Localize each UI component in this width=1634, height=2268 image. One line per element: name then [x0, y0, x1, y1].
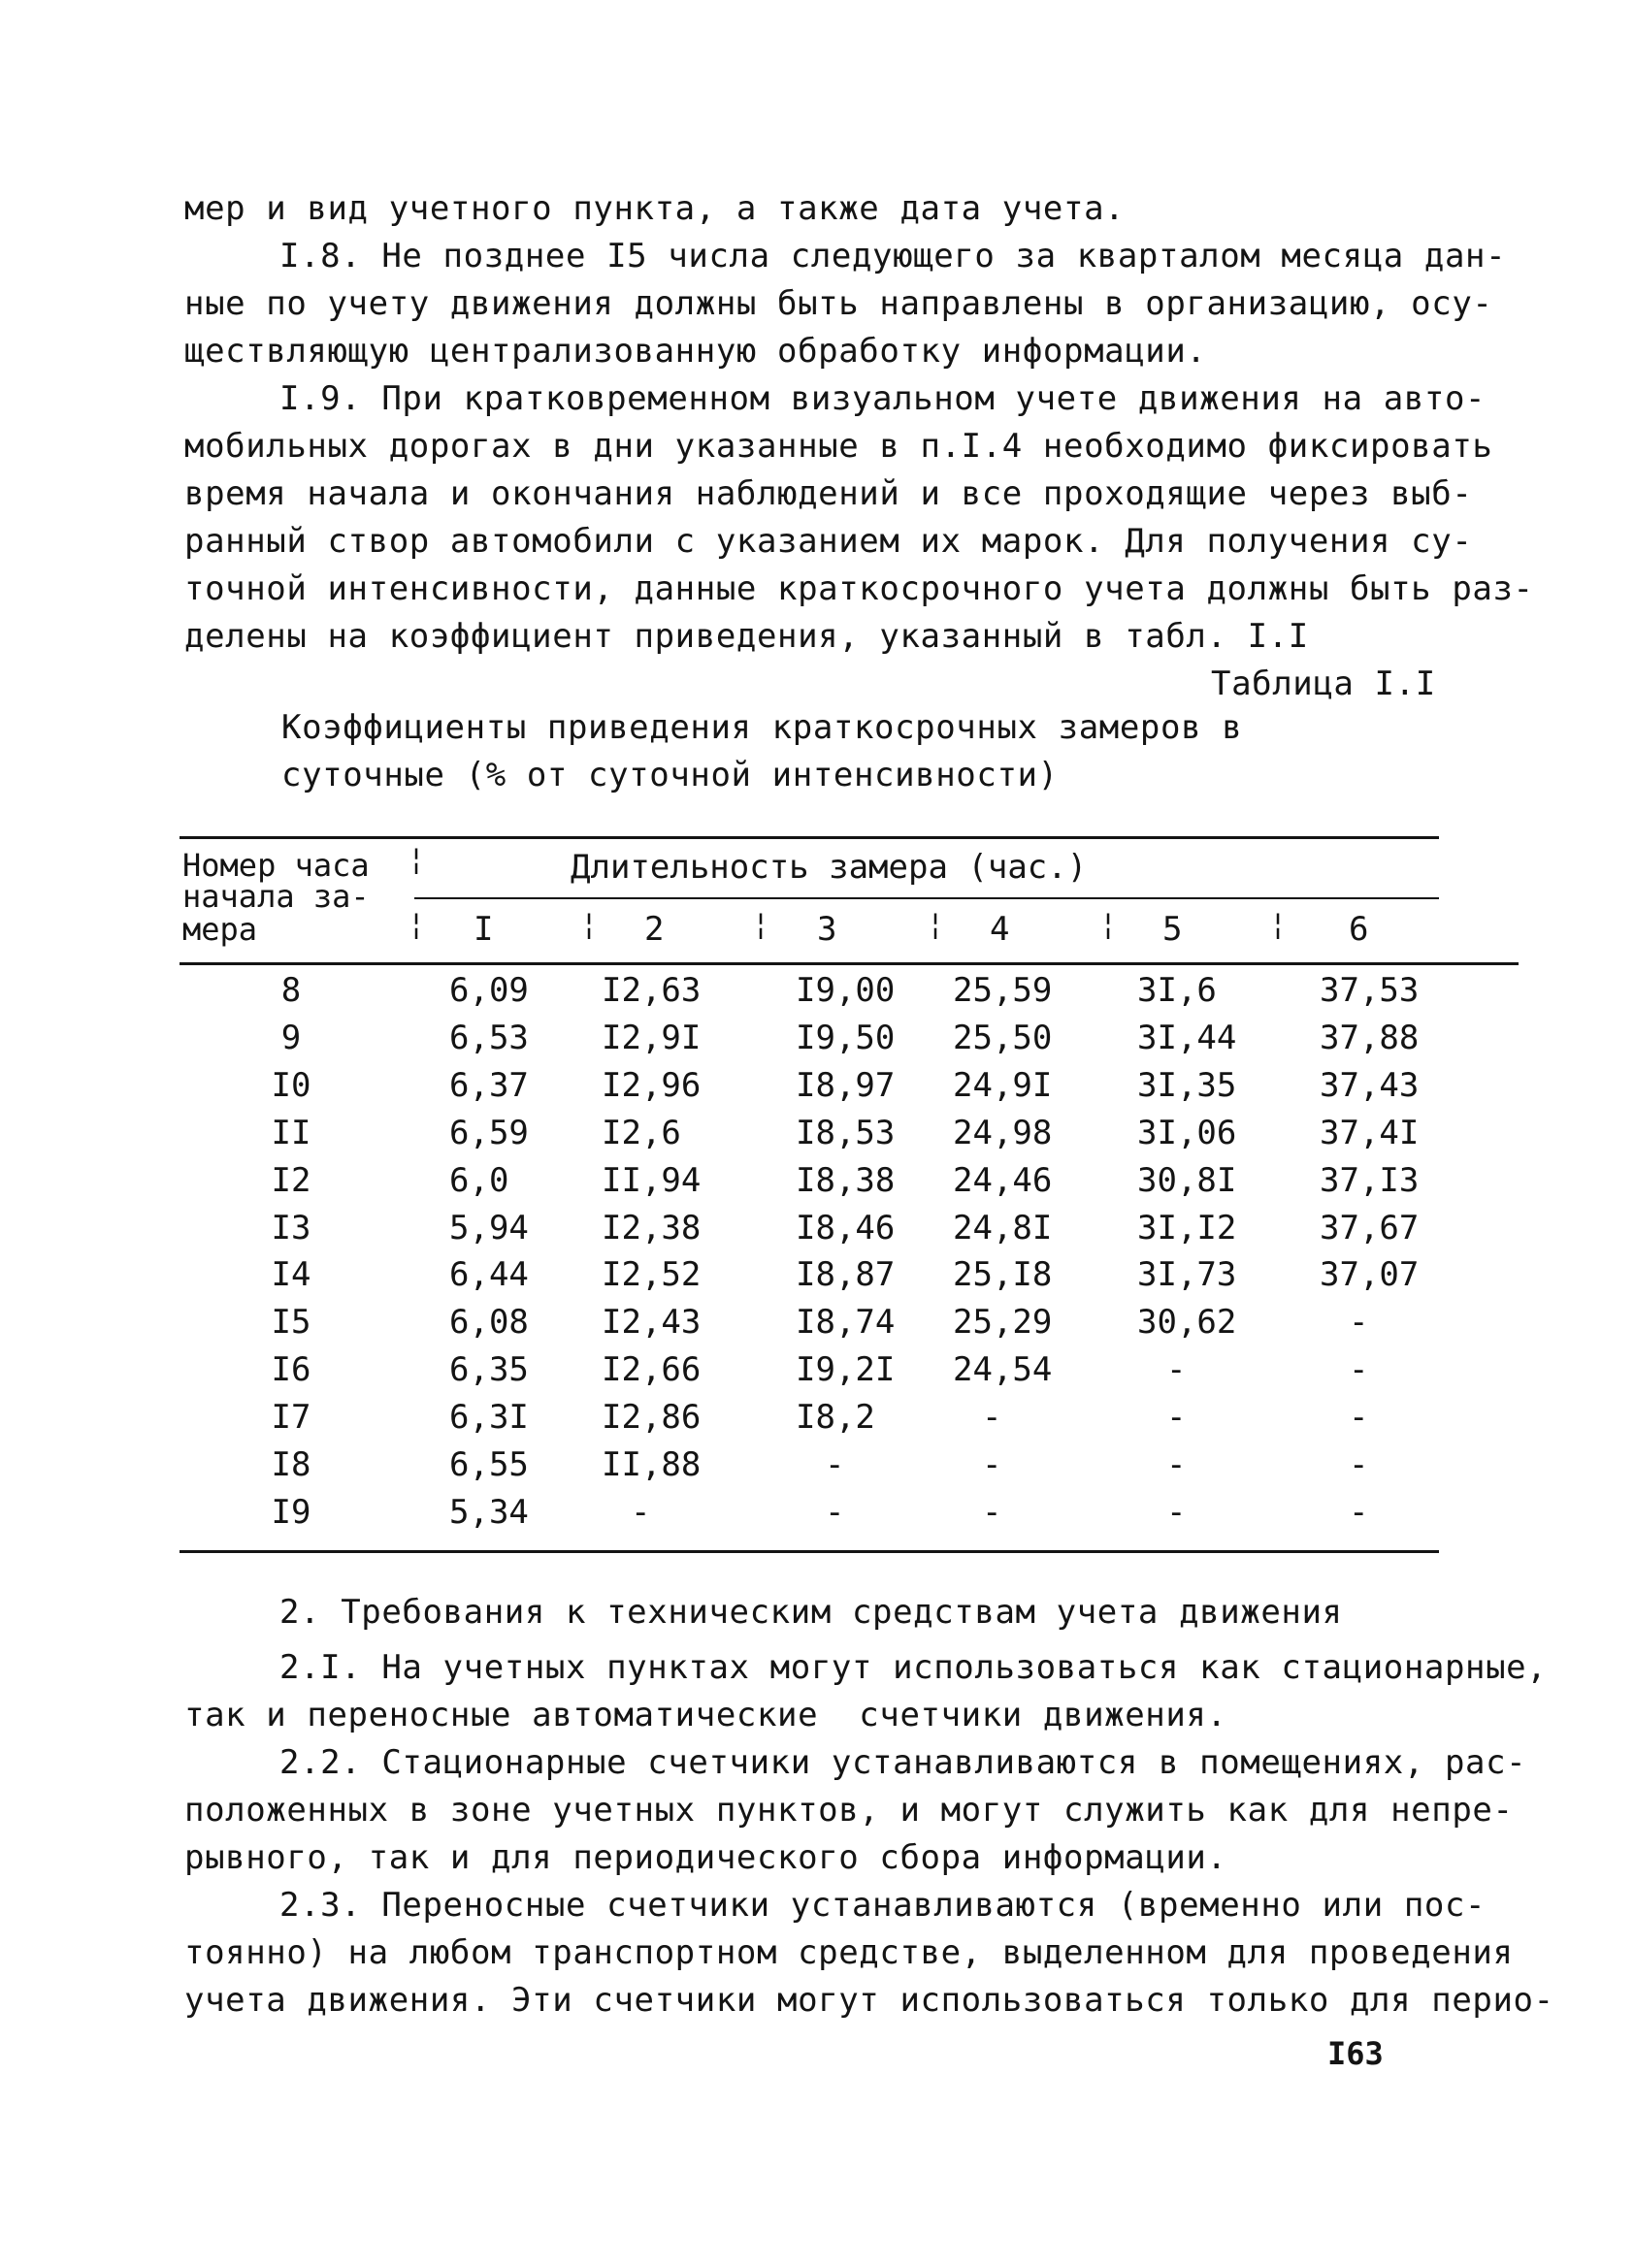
table-top-rule — [180, 836, 1439, 839]
text-line: I.9. При кратковременном визуальном учете движения на авто- — [279, 379, 1487, 418]
value-cell: I9,00 — [796, 971, 896, 1010]
value-cell: 6,59 — [449, 1114, 529, 1152]
table-separator: ¦ — [1099, 908, 1118, 942]
value-cell: - — [1349, 1350, 1369, 1389]
value-cell: 24,8I — [953, 1209, 1053, 1247]
value-cell: 37,67 — [1320, 1209, 1420, 1247]
table-caption: суточные (% от суточной интенсивности) — [281, 756, 1059, 794]
value-cell: 25,I8 — [953, 1255, 1053, 1294]
value-cell: - — [825, 1445, 845, 1484]
value-cell: 25,29 — [953, 1303, 1053, 1342]
table-label: Таблица I.I — [1211, 664, 1436, 703]
text-line: так и переносные автоматические счетчики движения. — [184, 1696, 1227, 1734]
value-cell: I2,63 — [602, 971, 702, 1010]
hour-cell: I6 — [271, 1350, 311, 1389]
value-cell: 3I,44 — [1137, 1019, 1237, 1057]
value-cell: - — [1349, 1445, 1369, 1484]
value-cell: - — [1166, 1493, 1187, 1532]
value-cell: 6,55 — [449, 1445, 529, 1484]
table-caption: Коэффициенты приведения краткосрочных замеров в — [281, 708, 1243, 747]
value-cell: 6,09 — [449, 971, 529, 1010]
value-cell: 37,43 — [1320, 1066, 1420, 1105]
value-cell: I2,38 — [602, 1209, 702, 1247]
text-line: ществляющую централизованную обработку информации. — [184, 332, 1207, 371]
text-line: тоянно) на любом транспортном средстве, выделенном для проведения — [184, 1933, 1514, 1972]
column-header: 3 — [817, 910, 837, 949]
value-cell: I2,43 — [602, 1303, 702, 1342]
text-line: ные по учету движения должны быть направлены в организацию, осу- — [184, 284, 1493, 323]
value-cell: 37,88 — [1320, 1019, 1420, 1057]
value-cell: 3I,I2 — [1137, 1209, 1237, 1247]
value-cell: 6,53 — [449, 1019, 529, 1057]
value-cell: - — [825, 1493, 845, 1532]
table-header-rule — [180, 962, 1519, 965]
table-group-rule — [414, 897, 1439, 899]
value-cell: I8,53 — [796, 1114, 896, 1152]
hour-cell: I5 — [271, 1303, 311, 1342]
value-cell: I2,96 — [602, 1066, 702, 1105]
row-header-label: начала за- — [182, 878, 370, 915]
value-cell: I2,86 — [602, 1398, 702, 1437]
hour-cell: 8 — [280, 971, 302, 1010]
value-cell: - — [1349, 1493, 1369, 1532]
value-cell: 5,94 — [449, 1209, 529, 1247]
table-separator: ¦ — [580, 908, 599, 942]
value-cell: 5,34 — [449, 1493, 529, 1532]
group-header: Длительность замера (час.) — [571, 848, 1088, 887]
hour-cell: I4 — [271, 1255, 311, 1294]
text-line: точной интенсивности, данные краткосрочного учета должны быть раз- — [184, 569, 1534, 608]
value-cell: 6,44 — [449, 1255, 529, 1294]
value-cell: I2,9I — [602, 1019, 702, 1057]
row-header-label: Номер часа — [182, 847, 370, 884]
value-cell: I2,66 — [602, 1350, 702, 1389]
value-cell: 3I,06 — [1137, 1114, 1237, 1152]
column-header: 2 — [644, 910, 665, 949]
hour-cell: I7 — [271, 1398, 311, 1437]
value-cell: - — [1349, 1303, 1369, 1342]
value-cell: 25,50 — [953, 1019, 1053, 1057]
value-cell: I8,74 — [796, 1303, 896, 1342]
value-cell: I9,50 — [796, 1019, 896, 1057]
value-cell: 6,08 — [449, 1303, 529, 1342]
table-separator: ¦ — [752, 908, 770, 942]
text-line: I.8. Не позднее I5 числа следующего за кварталом месяца дан- — [279, 237, 1507, 275]
row-header-label: мера — [182, 911, 258, 948]
text-line: положенных в зоне учетных пунктов, и могут служить как для непре- — [184, 1791, 1514, 1830]
value-cell: 6,35 — [449, 1350, 529, 1389]
value-cell: 37,I3 — [1320, 1161, 1420, 1200]
table-bottom-rule — [180, 1550, 1439, 1553]
text-line: учета движения. Эти счетчики могут использоваться только для перио- — [184, 1981, 1554, 2020]
value-cell: - — [982, 1493, 1002, 1532]
section-heading: 2. Требования к техническим средствам учета движения — [279, 1593, 1343, 1632]
text-line: ранный створ автомобили с указанием их марок. Для получения су- — [184, 522, 1473, 561]
value-cell: - — [631, 1493, 651, 1532]
hour-cell: I9 — [271, 1493, 311, 1532]
value-cell: 37,53 — [1320, 971, 1420, 1010]
value-cell: 37,4I — [1320, 1114, 1420, 1152]
text-line: рывного, так и для периодического сбора информации. — [184, 1838, 1227, 1877]
value-cell: - — [982, 1445, 1002, 1484]
value-cell: - — [1166, 1445, 1187, 1484]
text-line: делены на коэффициент приведения, указанный в табл. I.I — [184, 617, 1309, 656]
table-separator: ¦ — [927, 908, 945, 942]
hour-cell: I0 — [271, 1066, 311, 1105]
value-cell: - — [982, 1398, 1002, 1437]
text-line: 2.3. Переносные счетчики устанавливаются (временно или пос- — [279, 1886, 1487, 1925]
value-cell: I8,87 — [796, 1255, 896, 1294]
value-cell: 24,54 — [953, 1350, 1053, 1389]
value-cell: 25,59 — [953, 971, 1053, 1010]
value-cell: I8,46 — [796, 1209, 896, 1247]
table-separator: ¦ — [408, 843, 426, 877]
table-separator: ¦ — [408, 908, 426, 942]
text-line: 2.I. На учетных пунктах могут использоваться как стационарные, — [279, 1648, 1548, 1687]
text-line: мобильных дорогах в дни указанные в п.I.4 необходимо фиксировать — [184, 427, 1493, 466]
value-cell: 24,46 — [953, 1161, 1053, 1200]
value-cell: 6,37 — [449, 1066, 529, 1105]
hour-cell: II — [271, 1114, 311, 1152]
value-cell: 30,8I — [1137, 1161, 1237, 1200]
value-cell: 3I,73 — [1137, 1255, 1237, 1294]
value-cell: II,94 — [602, 1161, 702, 1200]
value-cell: I8,97 — [796, 1066, 896, 1105]
value-cell: II,88 — [602, 1445, 702, 1484]
value-cell: I8,38 — [796, 1161, 896, 1200]
text-line: 2.2. Стационарные счетчики устанавливаются в помещениях, рас- — [279, 1743, 1527, 1782]
value-cell: 3I,6 — [1137, 971, 1217, 1010]
value-cell: 3I,35 — [1137, 1066, 1237, 1105]
page-number: I63 — [1327, 2035, 1384, 2072]
value-cell: I8,2 — [796, 1398, 875, 1437]
text-line: мер и вид учетного пункта, а также дата учета. — [184, 189, 1126, 228]
value-cell: I2,52 — [602, 1255, 702, 1294]
value-cell: - — [1166, 1350, 1187, 1389]
value-cell: 24,9I — [953, 1066, 1053, 1105]
value-cell: 30,62 — [1137, 1303, 1237, 1342]
value-cell: 37,07 — [1320, 1255, 1420, 1294]
value-cell: I2,6 — [602, 1114, 681, 1152]
text-line: время начала и окончания наблюдений и все проходящие через выб- — [184, 474, 1473, 513]
column-header: 4 — [990, 910, 1010, 949]
value-cell: - — [1166, 1398, 1187, 1437]
hour-cell: I3 — [271, 1209, 311, 1247]
value-cell: - — [1349, 1398, 1369, 1437]
column-header: 5 — [1162, 910, 1183, 949]
table-separator: ¦ — [1269, 908, 1288, 942]
column-header: 6 — [1349, 910, 1369, 949]
value-cell: I9,2I — [796, 1350, 896, 1389]
hour-cell: I8 — [271, 1445, 311, 1484]
value-cell: 24,98 — [953, 1114, 1053, 1152]
hour-cell: I2 — [271, 1161, 311, 1200]
column-header: I — [474, 910, 494, 949]
value-cell: 6,3I — [449, 1398, 529, 1437]
value-cell: 6,0 — [449, 1161, 509, 1200]
hour-cell: 9 — [280, 1019, 302, 1057]
